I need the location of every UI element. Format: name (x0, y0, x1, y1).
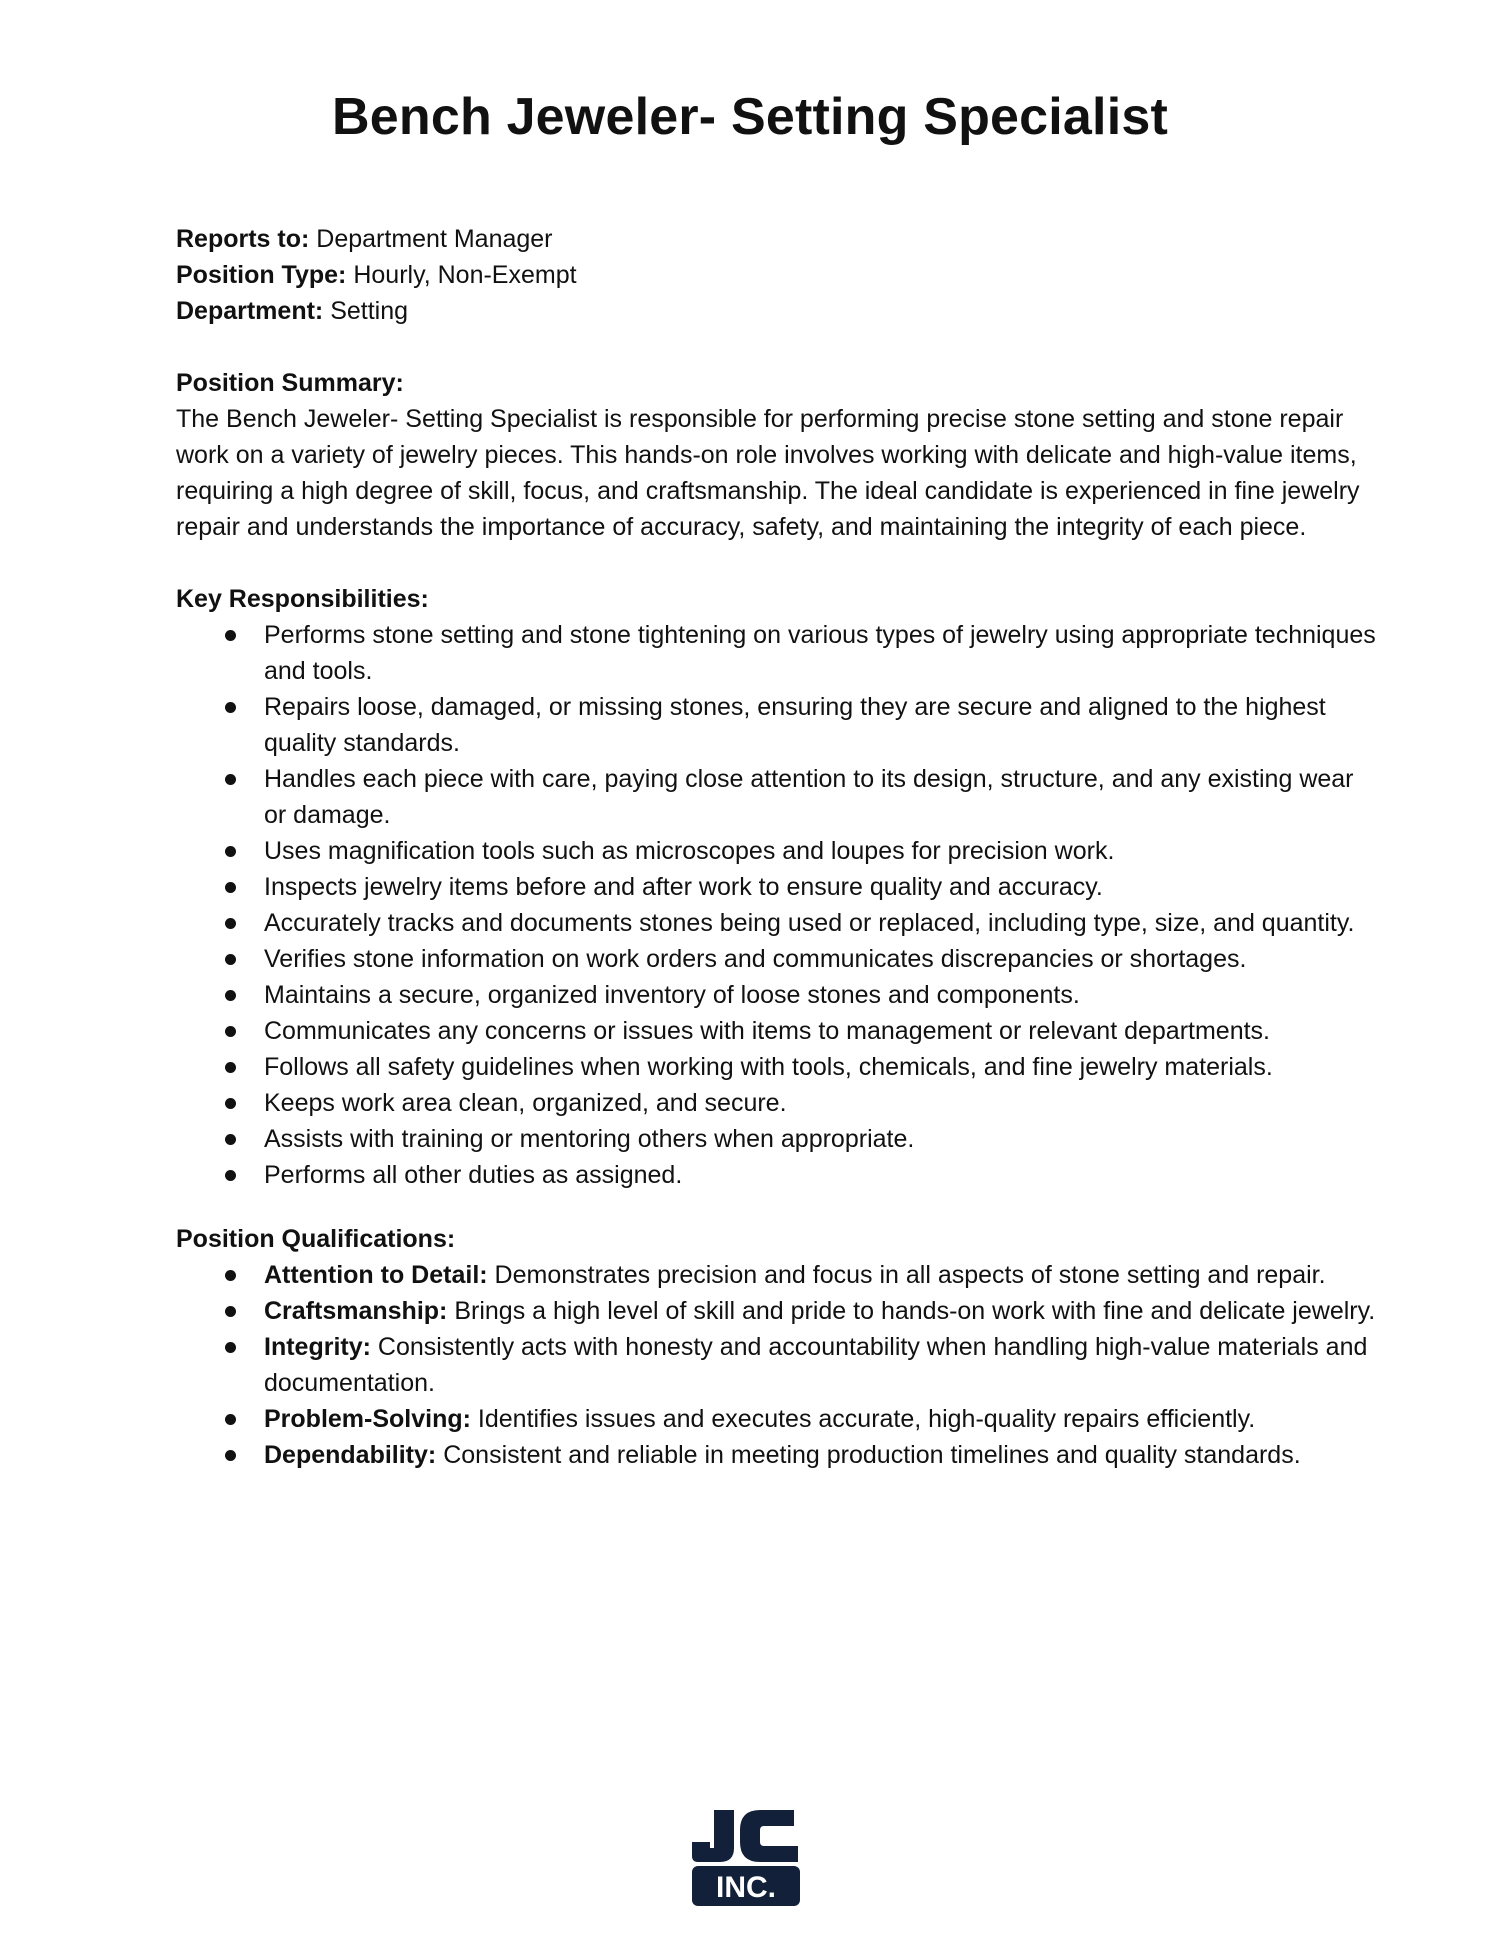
item-text: Maintains a secure, organized inventory of loose stones and components. (264, 981, 1080, 1009)
bullet-icon (225, 1306, 236, 1317)
list-item (176, 761, 1376, 833)
bullet-icon (225, 918, 236, 929)
list-item (176, 689, 1376, 761)
item-text: Assists with training or mentoring others when appropriate. (264, 1125, 915, 1153)
bullet-icon (225, 1450, 236, 1461)
item-text: Communicates any concerns or issues with items to management or relevant departments. (264, 1017, 1271, 1045)
qualification-text: Brings a high level of skill and pride to hands-on work with fine and delicate jewelry. (454, 1297, 1376, 1325)
meta-value: Setting (330, 297, 409, 325)
bullet-icon (225, 846, 236, 857)
list-item (176, 1257, 1376, 1293)
list-item (176, 1049, 1376, 1085)
list-item (176, 1085, 1376, 1121)
position-qualifications (176, 1221, 1376, 1473)
list-item (176, 1329, 1376, 1401)
list-item (176, 1157, 1376, 1193)
bullet-icon (225, 630, 236, 641)
bullet-icon (225, 954, 236, 965)
meta-position-type (176, 257, 1376, 293)
item-text: Follows all safety guidelines when working with tools, chemicals, and fine jewelry materials. (264, 1053, 1273, 1081)
logo-text: INC. (716, 1871, 776, 1904)
qualification-term: Dependability: (264, 1441, 437, 1469)
qualification-term: Integrity: (264, 1333, 371, 1361)
qualification-term: Craftsmanship: (264, 1297, 448, 1325)
bullet-icon (225, 1170, 236, 1181)
qualifications-list (176, 1257, 1376, 1473)
bullet-icon (225, 702, 236, 713)
item-text: Accurately tracks and documents stones being used or replaced, including type, size, and quantity. (264, 909, 1355, 937)
list-item (176, 977, 1376, 1013)
position-meta (176, 221, 1376, 329)
list-item (176, 905, 1376, 941)
summary-heading: Position Summary: (176, 369, 404, 397)
bullet-icon (225, 1062, 236, 1073)
item-text: Verifies stone information on work orders and communicates discrepancies or shortages. (264, 945, 1247, 973)
company-logo (690, 1808, 802, 1908)
qualification-text: Consistent and reliable in meeting production timelines and quality standards. (443, 1441, 1301, 1469)
meta-reports-to (176, 221, 1376, 257)
bullet-icon (225, 1414, 236, 1425)
item-text: Performs stone setting and stone tightening on various types of jewelry using appropriate techniques and tools. (264, 621, 1376, 685)
qualification-term: Attention to Detail: (264, 1261, 488, 1289)
qualifications-heading: Position Qualifications: (176, 1225, 456, 1253)
list-item (176, 869, 1376, 905)
list-item (176, 617, 1376, 689)
list-item (176, 941, 1376, 977)
qualification-term: Problem-Solving: (264, 1405, 471, 1433)
responsibilities-heading: Key Responsibilities: (176, 585, 429, 613)
bullet-icon (225, 882, 236, 893)
item-text: Inspects jewelry items before and after work to ensure quality and accuracy. (264, 873, 1103, 901)
responsibilities-list (176, 617, 1376, 1193)
bullet-icon (225, 1134, 236, 1145)
meta-label: Reports to: (176, 225, 310, 253)
list-item (176, 833, 1376, 869)
meta-value: Department Manager (316, 225, 553, 253)
qualification-text: Consistently acts with honesty and accountability when handling high-value materials and documentation. (264, 1333, 1368, 1397)
bullet-icon (225, 1098, 236, 1109)
list-item (176, 1401, 1376, 1437)
meta-department (176, 293, 1376, 329)
bullet-icon (225, 1342, 236, 1353)
summary-text: The Bench Jeweler- Setting Specialist is responsible for performing precise stone setting and stone repair work on a variety of jewelry pieces. This hands-on role involves working with delicate and high-value items, requiring a high degree of skill, focus, and craftsmanship. The ideal candidate is experienced in fine jewelry repair and understands the importance of accuracy, safety, and maintaining the integrity of each piece. (176, 405, 1360, 541)
item-text: Repairs loose, damaged, or missing stones, ensuring they are secure and aligned to the highest quality standards. (264, 693, 1326, 757)
list-item (176, 1121, 1376, 1157)
meta-label: Department: (176, 297, 324, 325)
meta-value: Hourly, Non-Exempt (353, 261, 577, 289)
item-text: Keeps work area clean, organized, and secure. (264, 1089, 787, 1117)
logo-mark (692, 1810, 800, 1906)
list-item (176, 1437, 1376, 1473)
page-title: Bench Jeweler- Setting Specialist (332, 88, 1168, 146)
position-summary (176, 365, 1376, 545)
key-responsibilities (176, 581, 1376, 1193)
qualification-text: Identifies issues and executes accurate, high-quality repairs efficiently. (477, 1405, 1256, 1433)
document-body (176, 221, 1376, 1473)
bullet-icon (225, 1270, 236, 1281)
list-item (176, 1293, 1376, 1329)
item-text: Performs all other duties as assigned. (264, 1161, 683, 1189)
item-text: Handles each piece with care, paying close attention to its design, structure, and any existing wear or damage. (264, 765, 1354, 829)
list-item (176, 1013, 1376, 1049)
qualification-text: Demonstrates precision and focus in all aspects of stone setting and repair. (494, 1261, 1326, 1289)
meta-label: Position Type: (176, 261, 347, 289)
bullet-icon (225, 1026, 236, 1037)
bullet-icon (225, 990, 236, 1001)
bullet-icon (225, 774, 236, 785)
item-text: Uses magnification tools such as microscopes and loupes for precision work. (264, 837, 1115, 865)
